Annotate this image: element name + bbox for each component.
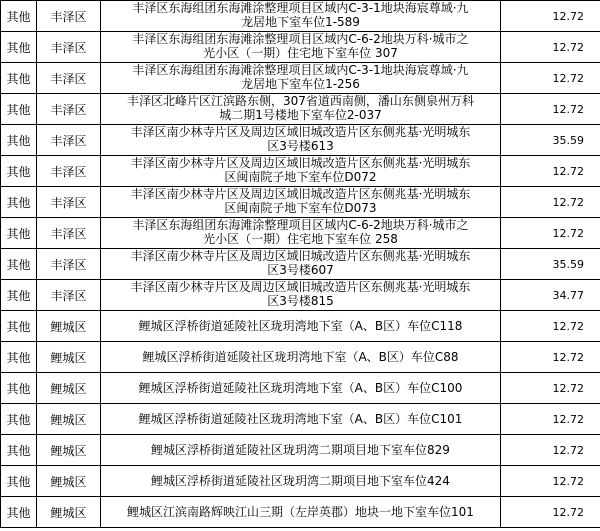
area-cell[interactable]: 35.59 [501,249,600,280]
district-cell[interactable]: 丰泽区 [37,63,101,94]
district-cell[interactable]: 鲤城区 [37,404,101,435]
location-text-line: 丰泽区南少林寺片区及周边区域旧城改造片区东侧兆基·光明城东 [130,280,471,294]
location-cell[interactable] [101,218,501,249]
location-cell[interactable] [101,1,501,32]
location-cell[interactable] [101,125,501,156]
table-row [1,311,600,342]
area-cell[interactable]: 12.72 [501,187,600,218]
table-row [1,466,600,497]
location-text-line: 光小区（一期）住宅地下室车位 258 [203,232,398,246]
table-row [1,1,600,32]
location-text-line: 丰泽区东海组团东海滩涂整理项目区域内C-6-2地块万科·城市之 [132,32,469,46]
district-cell[interactable]: 丰泽区 [37,32,101,63]
location-text-line: 区3号楼607 [267,263,334,277]
category-cell[interactable]: 其他 [1,187,37,218]
area-cell[interactable]: 12.72 [501,497,600,528]
location-text-line: 区闽南院子地下室车位D073 [224,201,377,215]
table-row [1,125,600,156]
area-cell[interactable]: 12.72 [501,94,600,125]
category-cell[interactable]: 其他 [1,218,37,249]
category-cell[interactable]: 其他 [1,1,37,32]
table-row [1,404,600,435]
table-row [1,63,600,94]
location-text-line: 龙居地下室车位1-589 [241,15,360,29]
area-cell[interactable]: 12.72 [501,466,600,497]
category-cell[interactable]: 其他 [1,311,37,342]
location-cell[interactable] [101,32,501,63]
area-cell[interactable]: 12.72 [501,32,600,63]
location-text-line: 区闽南院子地下室车位D072 [224,170,377,184]
category-cell[interactable]: 其他 [1,32,37,63]
area-cell[interactable]: 12.72 [501,404,600,435]
location-cell[interactable] [101,63,501,94]
table-row [1,156,600,187]
table-row [1,342,600,373]
district-cell[interactable]: 鲤城区 [37,497,101,528]
table-row [1,280,600,311]
area-cell[interactable]: 35.59 [501,125,600,156]
district-cell[interactable]: 丰泽区 [37,94,101,125]
location-text-line: 鲤城区浮桥街道延陵社区珑玥湾地下室（A、B区）车位C118 [138,319,463,333]
location-text-line: 光小区（一期）住宅地下室车位 307 [203,46,398,60]
table-row [1,249,600,280]
category-cell[interactable]: 其他 [1,249,37,280]
location-cell[interactable] [101,187,501,218]
district-cell[interactable]: 丰泽区 [37,156,101,187]
district-cell[interactable]: 丰泽区 [37,187,101,218]
location-cell[interactable] [101,435,501,466]
category-cell[interactable]: 其他 [1,497,37,528]
district-cell[interactable]: 丰泽区 [37,1,101,32]
area-cell[interactable]: 12.72 [501,311,600,342]
table-row [1,435,600,466]
location-cell[interactable] [101,156,501,187]
location-text-line: 鲤城区浮桥街道延陵社区珑玥湾二期项目地下室车位424 [151,474,450,488]
location-text-line: 丰泽区北峰片区江滨路东侧，307省道西南侧，潘山东侧泉州万科 [127,94,474,108]
category-cell[interactable]: 其他 [1,94,37,125]
area-cell[interactable]: 12.72 [501,342,600,373]
area-cell[interactable]: 12.72 [501,1,600,32]
location-text-line: 丰泽区南少林寺片区及周边区域旧城改造片区东侧兆基·光明城东 [130,249,471,263]
location-text-line: 鲤城区浮桥街道延陵社区珑玥湾二期项目地下室车位829 [151,443,450,457]
location-text-line: 丰泽区东海组团东海滩涂整理项目区域内C-6-2地块万科·城市之 [132,218,469,232]
table-row [1,94,600,125]
location-cell[interactable] [101,342,501,373]
location-text-line: 鲤城区浮桥街道延陵社区珑玥湾地下室（A、B区）车位C100 [138,381,463,395]
location-cell[interactable] [101,249,501,280]
district-cell[interactable]: 鲤城区 [37,311,101,342]
category-cell[interactable]: 其他 [1,156,37,187]
location-text-line: 龙居地下室车位1-256 [241,77,360,91]
table-body [1,1,600,528]
category-cell[interactable]: 其他 [1,280,37,311]
category-cell[interactable]: 其他 [1,125,37,156]
location-text-line: 丰泽区南少林寺片区及周边区域旧城改造片区东侧兆基·光明城东 [130,187,471,201]
location-text-line: 丰泽区南少林寺片区及周边区域旧城改造片区东侧兆基·光明城东 [130,125,471,139]
table-row [1,187,600,218]
district-cell[interactable]: 鲤城区 [37,466,101,497]
category-cell[interactable]: 其他 [1,63,37,94]
location-cell[interactable] [101,497,501,528]
location-text-line: 鲤城区江滨南路辉映江山三期（左岸英郡）地块一地下室车位101 [127,505,474,519]
location-text-line: 区3号楼815 [267,294,334,308]
area-cell[interactable]: 12.72 [501,218,600,249]
category-cell[interactable]: 其他 [1,404,37,435]
location-cell[interactable] [101,404,501,435]
district-cell[interactable]: 丰泽区 [37,218,101,249]
district-cell[interactable]: 丰泽区 [37,125,101,156]
table-row [1,32,600,63]
location-text-line: 城二期1号楼地下室车位2-037 [219,108,382,122]
area-cell[interactable]: 12.72 [501,63,600,94]
district-cell[interactable]: 鲤城区 [37,373,101,404]
location-cell[interactable] [101,373,501,404]
table-row [1,218,600,249]
area-cell[interactable]: 12.72 [501,373,600,404]
location-text-line: 丰泽区东海组团东海滩涂整理项目区域内C-3-1地块海宸尊域·九 [132,63,469,77]
location-cell[interactable] [101,466,501,497]
category-cell[interactable]: 其他 [1,342,37,373]
location-cell[interactable] [101,94,501,125]
area-cell[interactable]: 34.77 [501,280,600,311]
location-text-line: 丰泽区南少林寺片区及周边区域旧城改造片区东侧兆基·光明城东 [130,156,471,170]
category-cell[interactable]: 其他 [1,373,37,404]
location-text-line: 鲤城区浮桥街道延陵社区珑玥湾地下室（A、B区）车位C101 [138,412,463,426]
area-cell[interactable]: 12.72 [501,156,600,187]
location-text-line: 丰泽区东海组团东海滩涂整理项目区域内C-3-1地块海宸尊域·九 [132,1,469,15]
location-cell[interactable] [101,311,501,342]
location-text-line: 鲤城区浮桥街道延陵社区珑玥湾地下室（A、B区）车位C88 [142,350,459,364]
district-cell[interactable]: 丰泽区 [37,249,101,280]
category-cell[interactable]: 其他 [1,466,37,497]
location-text-line: 区3号楼613 [267,139,334,153]
table-row [1,373,600,404]
district-cell[interactable]: 鲤城区 [37,342,101,373]
district-cell[interactable]: 鲤城区 [37,435,101,466]
location-cell[interactable] [101,280,501,311]
area-cell[interactable]: 12.72 [501,435,600,466]
category-cell[interactable]: 其他 [1,435,37,466]
district-cell[interactable]: 丰泽区 [37,280,101,311]
table-row [1,497,600,528]
